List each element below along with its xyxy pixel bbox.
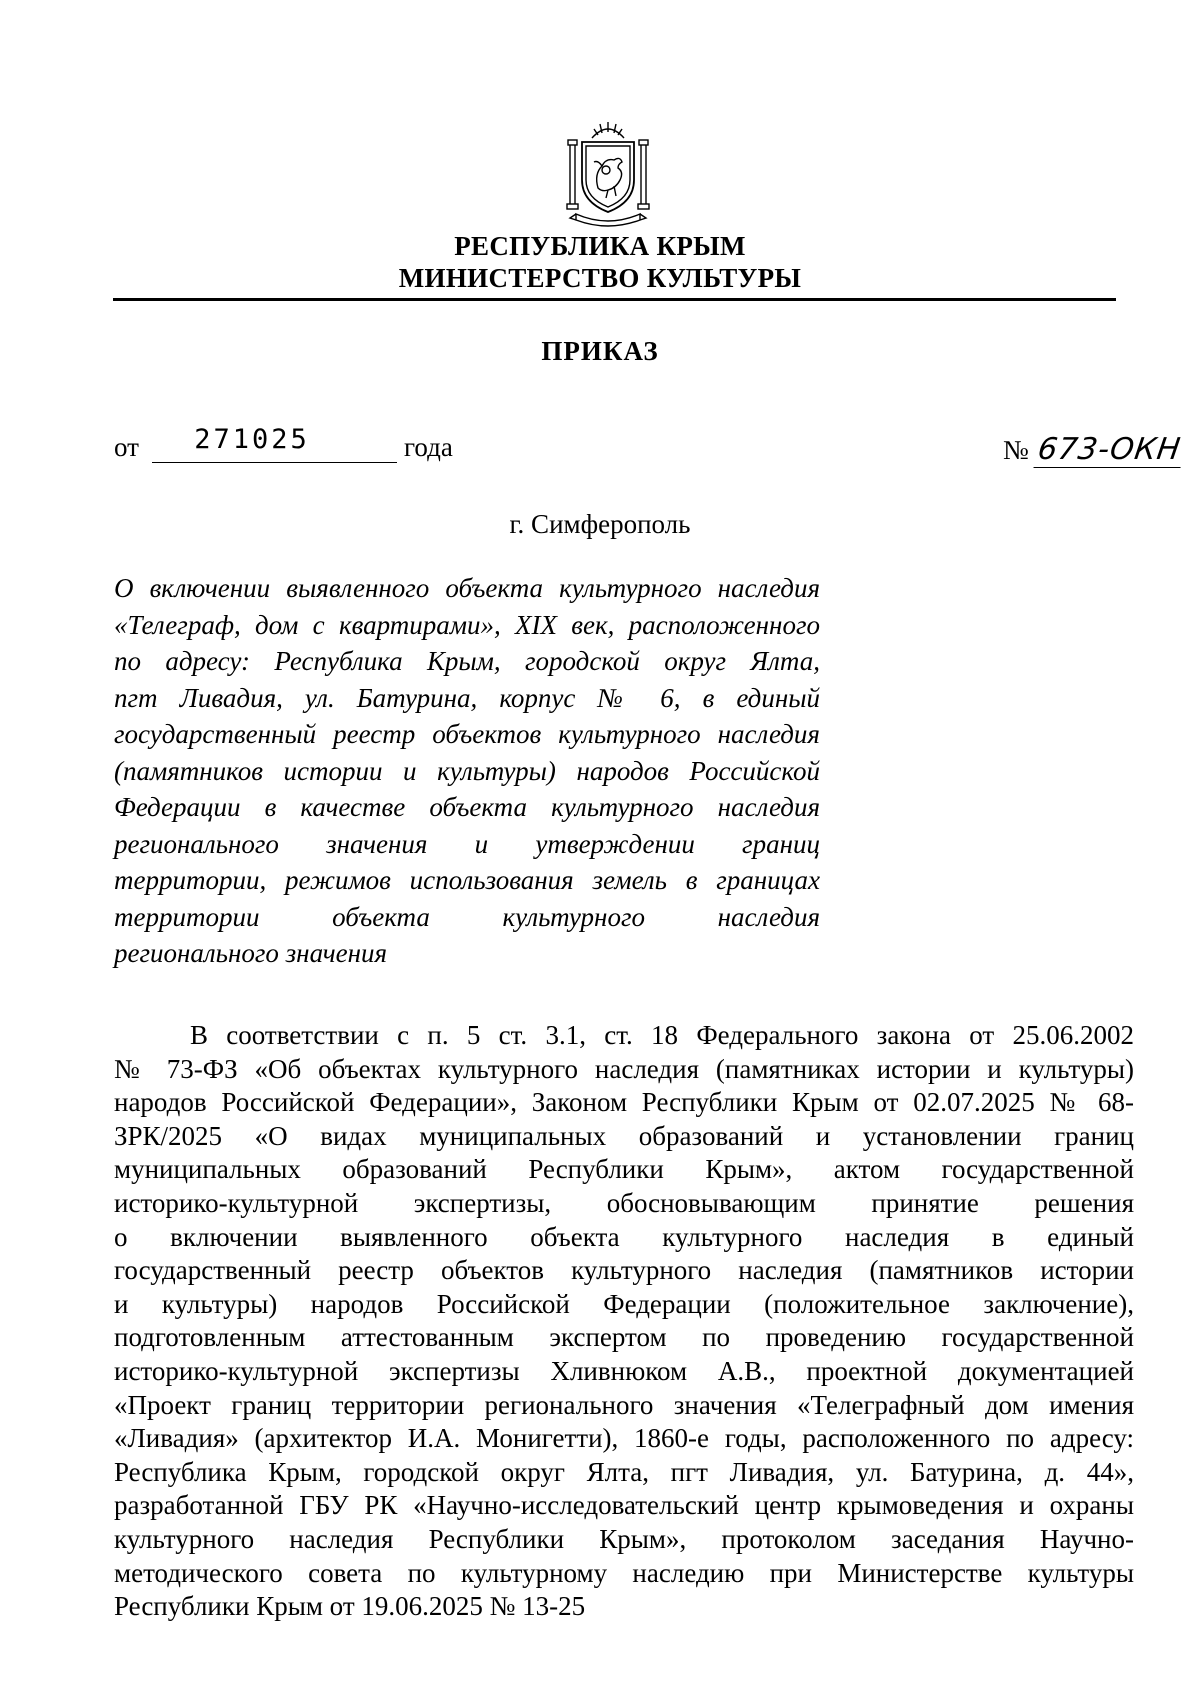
subject-line: государственный реестр объектов культурного наследия: [114, 719, 820, 749]
number-value: 673-ОКН: [1033, 432, 1185, 468]
crimea-coat-of-arms-icon: [562, 118, 654, 230]
body-line: о включении выявленного объекта культурного наследия в единый: [114, 1221, 1134, 1252]
subject-line: Федерации в качестве объекта культурного наследия: [114, 792, 820, 822]
body-line: В соответствии с п. 5 ст. 3.1, ст. 18 Федерального закона от 25.06.2002: [190, 1020, 1134, 1050]
body-line: государственный реестр объектов культурного наследия (памятников истории: [114, 1255, 1134, 1286]
order-subject: [114, 570, 820, 972]
body-line: муниципальных образований Республики Крым», актом государственной: [114, 1154, 1134, 1185]
subject-line: по адресу: Республика Крым, городской округ Ялта,: [114, 646, 820, 676]
body-line: ЗРК/2025 «О видах муниципальных образований и установлении границ: [114, 1120, 1134, 1151]
subject-line: территории объекта культурного наследия: [114, 901, 820, 932]
body-line: «Ливадия» (архитектор И.А. Монигетти), 1860-е годы, расположенного по адресу:: [114, 1423, 1134, 1454]
subject-line: О включении выявленного объекта культурного наследия: [114, 573, 820, 603]
republic-name: РЕСПУБЛИКА КРЫМ: [454, 231, 746, 261]
subject-line: «Телеграф, дом с квартирами», XIX век, расположенного: [114, 609, 820, 640]
subject-line: регионального значения и утверждении границ: [114, 828, 820, 859]
order-body: [114, 1019, 1134, 1624]
body-line: № 73-ФЗ «Об объектах культурного наследия (памятниках истории и культуры): [114, 1053, 1134, 1084]
city: г. Симферополь: [509, 509, 691, 539]
number-prefix: №: [1003, 435, 1029, 465]
order-number: [1003, 432, 1182, 468]
body-line: и культуры) народов Российской Федерации (положительное заключение),: [114, 1288, 1134, 1319]
header-divider: [113, 298, 1116, 301]
body-line: «Проект границ территории регионального значения «Телеграфный дом имения: [114, 1389, 1134, 1420]
body-line: народов Российской Федерации», Законом Республики Крым от 02.07.2025 № 68-: [114, 1087, 1134, 1118]
date-prefix: от: [114, 432, 139, 462]
body-line: историко-культурной экспертизы, обосновывающим принятие решения: [114, 1187, 1134, 1218]
date-suffix: года: [404, 432, 453, 462]
date-value: 271025: [194, 424, 310, 455]
body-line: культурного наследия Республики Крым», протоколом заседания Научно-: [114, 1523, 1134, 1554]
ministry-name: МИНИСТЕРСТВО КУЛЬТУРЫ: [398, 263, 802, 293]
body-line: подготовленным аттестованным экспертом по проведению государственной: [114, 1322, 1134, 1353]
date-underline: [152, 462, 397, 463]
document-type: ПРИКАЗ: [541, 336, 659, 366]
body-line: Республики Крым от 19.06.2025 № 13-25: [114, 1591, 586, 1622]
body-line: историко-культурной экспертизы Хливнюком А.В., проектной документацией: [114, 1355, 1134, 1386]
subject-line: регионального значения: [114, 938, 388, 968]
subject-line: (памятников истории и культуры) народов Российской: [114, 755, 820, 786]
subject-line: территории, режимов использования земель в границах: [114, 865, 820, 895]
body-line: разработанной ГБУ РК «Научно-исследовательский центр крымоведения и охраны: [114, 1490, 1134, 1521]
body-line: методического совета по культурному наследию при Министерстве культуры: [114, 1557, 1134, 1588]
subject-line: пгт Ливадия, ул. Батурина, корпус № 6, в единый: [114, 682, 820, 713]
body-line: Республика Крым, городской округ Ялта, пгт Ливадия, ул. Батурина, д. 44»,: [114, 1456, 1134, 1487]
